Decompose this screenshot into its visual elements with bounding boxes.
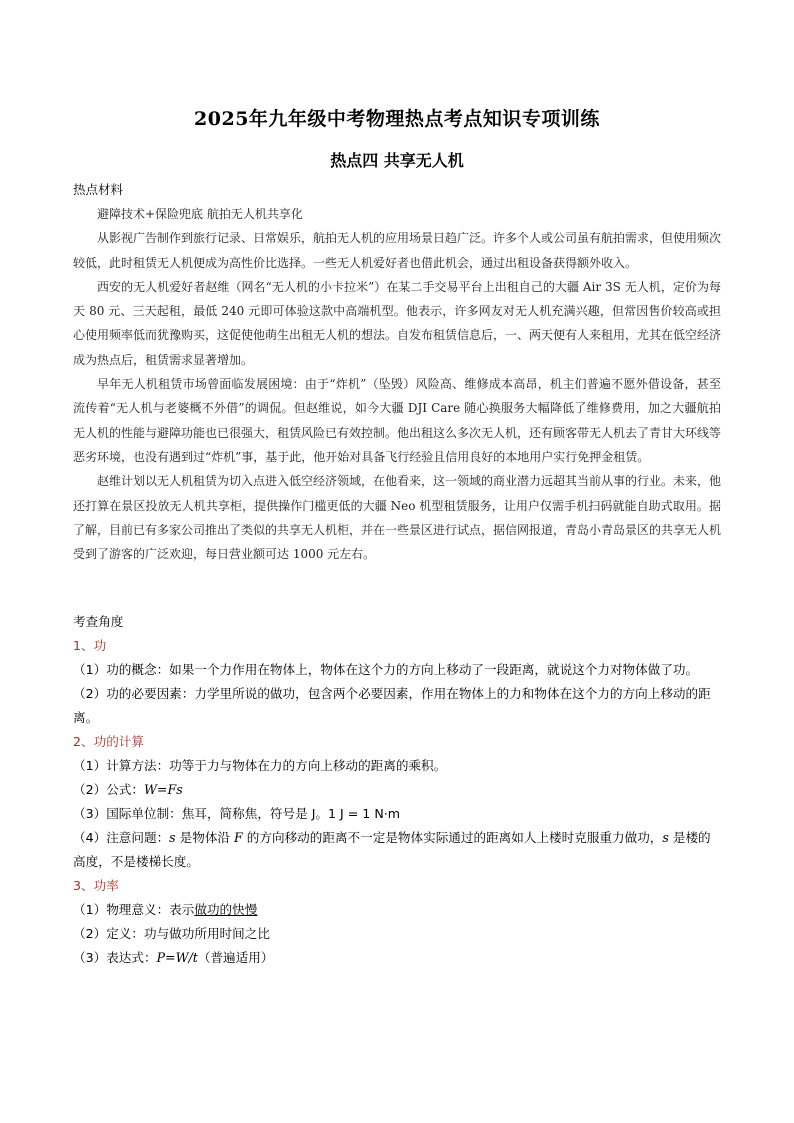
note-var-s: s	[169, 830, 176, 845]
power-expr-suffix: （普遍适用）	[197, 950, 274, 965]
work-factors: （2）功的必要因素：力学里所说的做功，包含两个必要因素，作用在物体上的力和物体在这个力的方向上移动的距离。	[73, 686, 711, 725]
note-var-s: s	[662, 830, 669, 845]
exam-angle-block	[73, 610, 723, 970]
note-part: 的方向移动的距离不一定是物体实际通过的距离如人上楼时克服重力做功，	[242, 830, 663, 845]
note-part: 是物体沿	[175, 830, 235, 845]
hot-material-block	[73, 202, 721, 566]
power-expr-prefix: （3）表达式：	[73, 950, 157, 965]
material-label: 热点材料	[73, 182, 124, 197]
exam-label: 考查角度	[73, 614, 124, 629]
power-formula: P=W/t	[156, 950, 198, 965]
section-heading-work-calc: 2、功的计算	[73, 734, 144, 749]
material-paragraph: 早年无人机租赁市场曾面临发展困境：由于“炸机”（坠毁）风险高、维修成本高昂，机主们普遍不愿外借设备，甚至流传着“无人机与老婆概不外借”的调侃。但赵维说，如今大疆 DJI Care 随心换服务大幅降低了维修费用，加之大疆航拍无人机的性能与避障功能也已很强大，租赁风险已有效控制。他出租这么多次无人机，还有顾客带无人机去了青甘大环线等恶劣环境，也没有遇到过“炸机”事，基于此，他开始对具备飞行经验且信用良好的本地用户实行免押金租赁。	[73, 377, 722, 464]
power-expression	[73, 946, 723, 970]
material-paragraph: 赵维计划以无人机租赁为切入点进入低空经济领域，在他看来，这一领域的商业潜力远超其当前从事的行业。未来，他还打算在景区投放无人机共享柜，提供操作门槛更低的大疆 Neo 机型租赁服务，让用户仅需手机扫码就能自助式取用。据了解，目前已有多家公司推出了类似的共享无人机柜，并在一些景区进行试点，据信网报道，青岛小青岛景区的共享无人机受到了游客的广泛欢迎，每日营业额可达 1000 元左右。	[73, 474, 722, 562]
section-heading-power: 3、功率	[73, 878, 119, 893]
calc-method: （1）计算方法：功等于力与物体在力的方向上移动的距离的乘积。	[73, 758, 447, 773]
calc-unit: （3）国际单位制：焦耳，简称焦，符号是 J。1 J = 1 N·m	[73, 806, 401, 821]
calc-note	[73, 826, 723, 874]
formula-text: W=Fs	[143, 782, 183, 797]
section-heading-work: 1、功	[73, 638, 107, 653]
formula-prefix: （2）公式：	[73, 782, 144, 797]
document-title: 2025年九年级中考物理热点考点知识专项训练	[194, 108, 600, 130]
power-meaning-prefix: （1）物理意义：表示	[73, 902, 195, 917]
work-concept: （1）功的概念：如果一个力作用在物体上，物体在这个力的方向上移动了一段距离，就说这个力对物体做了功。	[73, 662, 699, 677]
power-meaning	[73, 898, 723, 922]
power-definition: （2）定义：功与做功所用时间之比	[73, 926, 270, 941]
material-paragraph: 从影视广告制作到旅行记录、日常娱乐，航拍无人机的应用场景日趋广泛。许多个人或公司虽有航拍需求，但使用频次较低，此时租赁无人机便成为高性价比选择。一些无人机爱好者也借此机会，通过出租设备获得额外收入。	[73, 231, 722, 270]
note-part: （4）注意问题：	[73, 830, 170, 845]
document-subtitle: 热点四 共享无人机	[330, 151, 464, 170]
material-heading: 避障技术+保险兜底 航拍无人机共享化	[97, 207, 303, 221]
note-var-f: F	[234, 830, 243, 845]
power-meaning-underlined: 做功的快慢	[194, 902, 258, 917]
note-part: 是楼的高度，不是楼梯长度。	[73, 830, 711, 869]
material-paragraph: 西安的无人机爱好者赵维（网名“无人机的小卡拉米”）在某二手交易平台上出租自己的大疆 Air 3S 无人机，定价为每天 80 元、三天起租，最低 240 元即可体验这款中高端机型。他表示，许多网友对无人机充满兴趣，但常因售价较高或担心使用频率低而犹豫购买，这促使他萌生出租无人机的想法。自发布租赁信息后，一、两天便有人来租用，尤其在低空经济成为热点后，租赁需求显著增加。	[73, 279, 722, 367]
calc-formula	[73, 778, 723, 802]
